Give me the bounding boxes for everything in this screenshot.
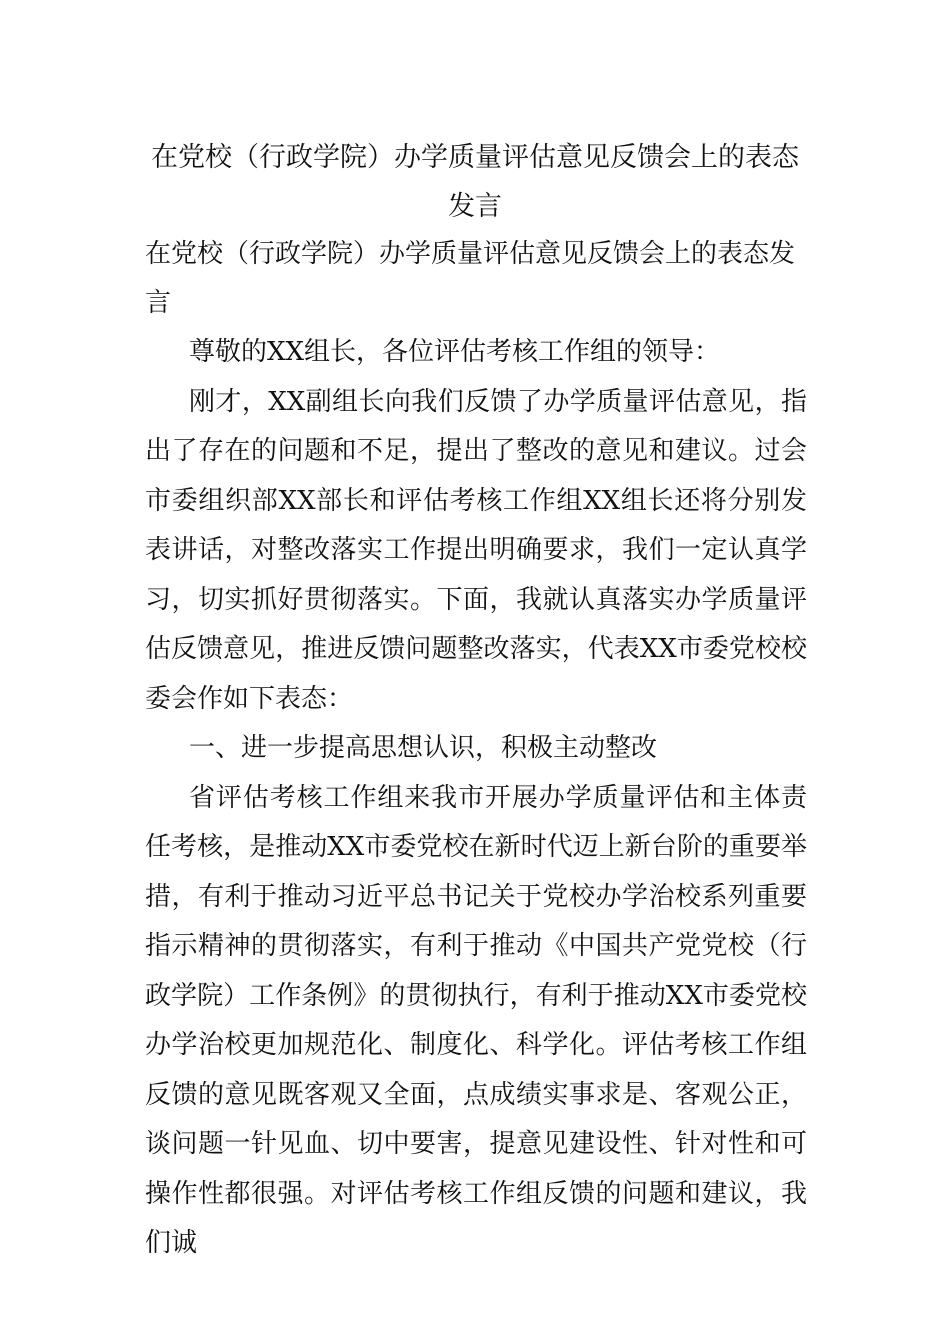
paragraph-section-1: 省评估考核工作组来我市开展办学质量评估和主体责任考核，是推动XX市委党校在新时代迈上新台阶的重要举措，有利于推动习近平总书记关于党校办学治校系列重要指示精神的贯彻落实，有利于推动《中国共产党党校（行政学院）工作条例》的贯彻执行，有利于推动XX市委党校办学治校更加规范化、制度化、科学化。评估考核工作组反馈的意见既客观又全面，点成绩实事求是、客观公正，谈问题一针见血、切中要害，提意见建设性、针对性和可操作性都很强。对评估考核工作组反馈的问题和建议，我们诚	[145, 782, 807, 1258]
salutation: 尊敬的XX组长，各位评估考核工作组的领导：	[189, 337, 721, 367]
section-heading-1: 一、进一步提高思想认识，积极主动整改	[189, 733, 658, 763]
paragraph-opening: 刚才，XX副组长向我们反馈了办学质量评估意见，指出了存在的问题和不足，提出了整改的意见和建议。过会市委组织部XX部长和评估考核工作组XX组长还将分别发表讲话，对整改落实工作提出明确要求，我们一定认真学习，切实抓好贯彻落实。下面，我就认真落实办学质量评估反馈意见，推进反馈问题整改落实，代表XX市委党校校委会作如下表态：	[145, 386, 807, 714]
document-subtitle: 在党校（行政学院）办学质量评估意见反馈会上的表态发言	[145, 239, 796, 318]
document-body	[145, 230, 807, 1269]
document-title: 在党校（行政学院）办学质量评估意见反馈会上的表态发言	[151, 142, 799, 222]
